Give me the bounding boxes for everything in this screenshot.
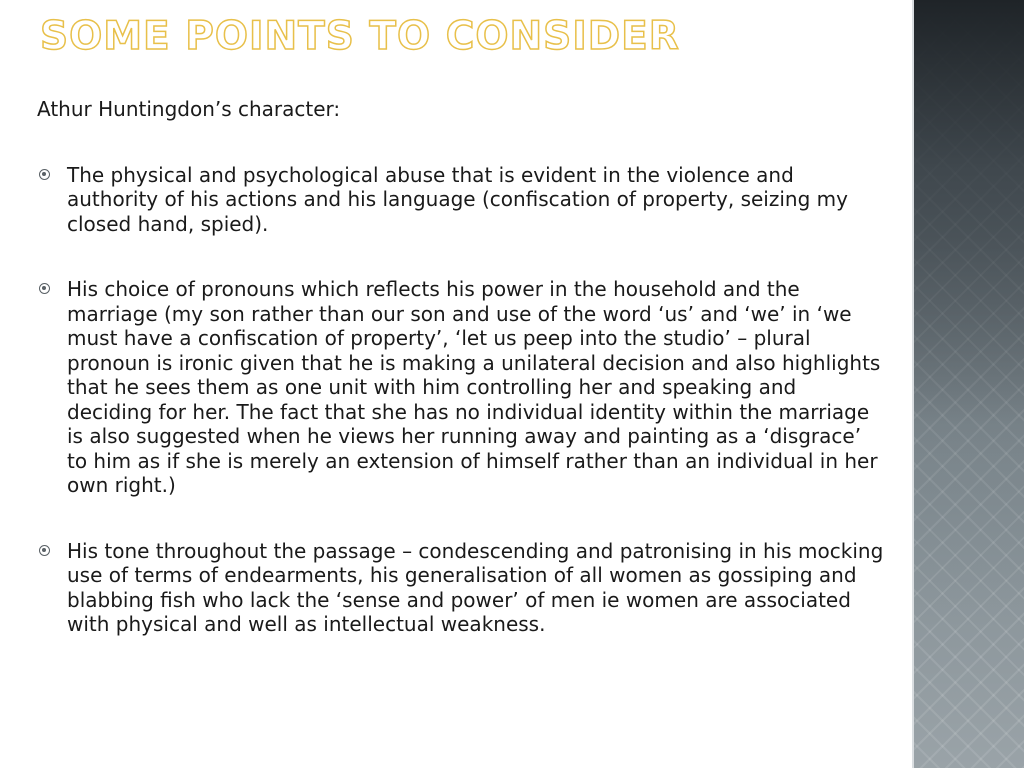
bullet-text: The physical and psychological abuse that is evident in the violence and authority of his actions and his language (confiscation of property, seizing my closed hand, spied). [67,162,848,236]
bullet-list [37,163,887,637]
bullet-item [37,163,887,237]
decorative-side-panel [912,0,1024,768]
bullet-text: His tone throughout the passage – condescending and patronising in his mocking use of terms of endearments, his generalisation of all women as gossiping and blabbing fish who lack the ‘sense and power’ of men ie women are associated with physical and well as intellectual weakness. [67,538,884,636]
intro-text: Athur Huntingdon’s character: [37,97,341,121]
bullet-item [37,539,887,637]
slide-title: SOME POINTS TO CONSIDER [40,14,680,59]
circle-bullet-icon [39,283,50,294]
circle-bullet-icon [39,545,50,556]
bullet-text: His choice of pronouns which reflects his power in the household and the marriage (my son rather than our son and use of the word ‘us’ and ‘we’ in ‘we must have a confiscation of property’, ‘let us peep into the studio’ – plural pronoun is ironic given that he is making a unilateral decision and also highlights that he sees them as one unit with him controlling her and speaking and deciding for her. The fact that she has no individual identity within the marriage is also suggested when he views her running away and painting as a ‘disgrace’ to him as if she is merely an extension of himself rather than an individual in her own right.) [67,277,881,497]
circle-bullet-icon [39,169,50,180]
side-panel-edge [912,0,914,768]
bullet-item [37,277,887,498]
slide-body [37,97,887,678]
